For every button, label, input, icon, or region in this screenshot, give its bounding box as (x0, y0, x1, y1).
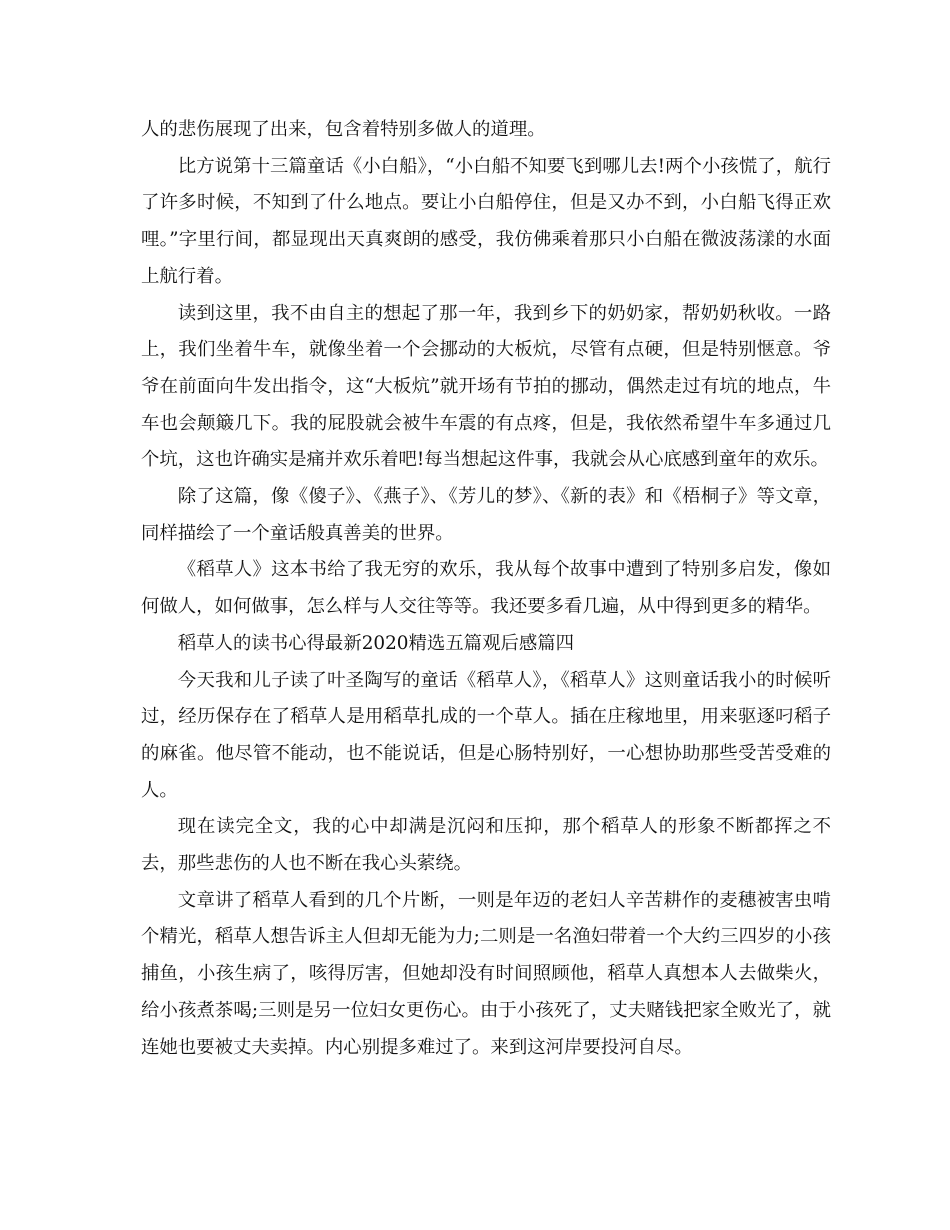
paragraph-1: 人的悲伤展现了出来，包含着特别多做人的道理。 (141, 119, 546, 140)
paragraph-3: 读到这里，我不由自主的想起了那一年，我到乡下的奶奶家，帮奶奶秋收。一路上，我们坐着牛车，就像坐着一个会挪动的大板炕，尽管有点硬，但是特别惬意。爷爷在前面向牛发出指令，这“大板炕”就开场有节拍的挪动，偶然走过有坑的地点，牛车也会颠簸几下。我的屁股就会被牛车震的有点疼，但是，我依然希望牛车多通过几个坑，这也许确实是痛并欢乐着吧!每当想起这件事，我就会从心底感到童年的欢乐。 (141, 302, 831, 471)
paragraph-2: 比方说第十三篇童话《小白船》，“小白船不知要飞到哪儿去!两个小孩慌了，航行了许多时候，不知到了什么地点。要让小白船停住，但是又办不到，小白船飞得正欢哩。”字里行间，都显现出天真爽朗的感受，我仿佛乘着那只小白船在微波荡漾的水面上航行着。 (141, 155, 831, 287)
document-body (141, 112, 831, 1066)
paragraph-7: 现在读完全文，我的心中却满是沉闷和压抑，那个稻草人的形象不断都挥之不去，那些悲伤的人也不断在我心头萦绕。 (141, 816, 831, 875)
paragraph-6: 今天我和儿子读了叶圣陶写的童话《稻草人》，《稻草人》这则童话我小的时候听过，经历保存在了稻草人是用稻草扎成的一个草人。插在庄稼地里，用来驱逐叼稻子的麻雀。他尽管不能动，也不能说话，但是心肠特别好，一心想协助那些受苦受难的人。 (141, 669, 831, 801)
paragraph-5: 《稻草人》这本书给了我无穷的欢乐，我从每个故事中遭到了特别多启发，像如何做人，如何做事，怎么样与人交往等等。我还要多看几遍，从中得到更多的精华。 (141, 559, 831, 618)
paragraph-8: 文章讲了稻草人看到的几个片断，一则是年迈的老妇人辛苦耕作的麦穗被害虫啃个精光，稻草人想告诉主人但却无能为力;二则是一名渔妇带着一个大约三四岁的小孩捕鱼，小孩生病了，咳得厉害，但她却没有时间照顾他，稻草人真想本人去做柴火，给小孩煮茶喝;三则是另一位妇女更伤心。由于小孩死了，丈夫赌钱把家全败光了，就连她也要被丈夫卖掉。内心别提多难过了。来到这河岸要投河自尽。 (141, 889, 831, 1058)
paragraph-4: 除了这篇，像《傻子》、《燕子》、《芳儿的梦》、《新的表》和《梧桐子》等文章，同样描绘了一个童话般真善美的世界。 (141, 486, 831, 544)
section-heading: 稻草人的读书心得最新2020精选五篇观后感篇四 (177, 632, 575, 654)
